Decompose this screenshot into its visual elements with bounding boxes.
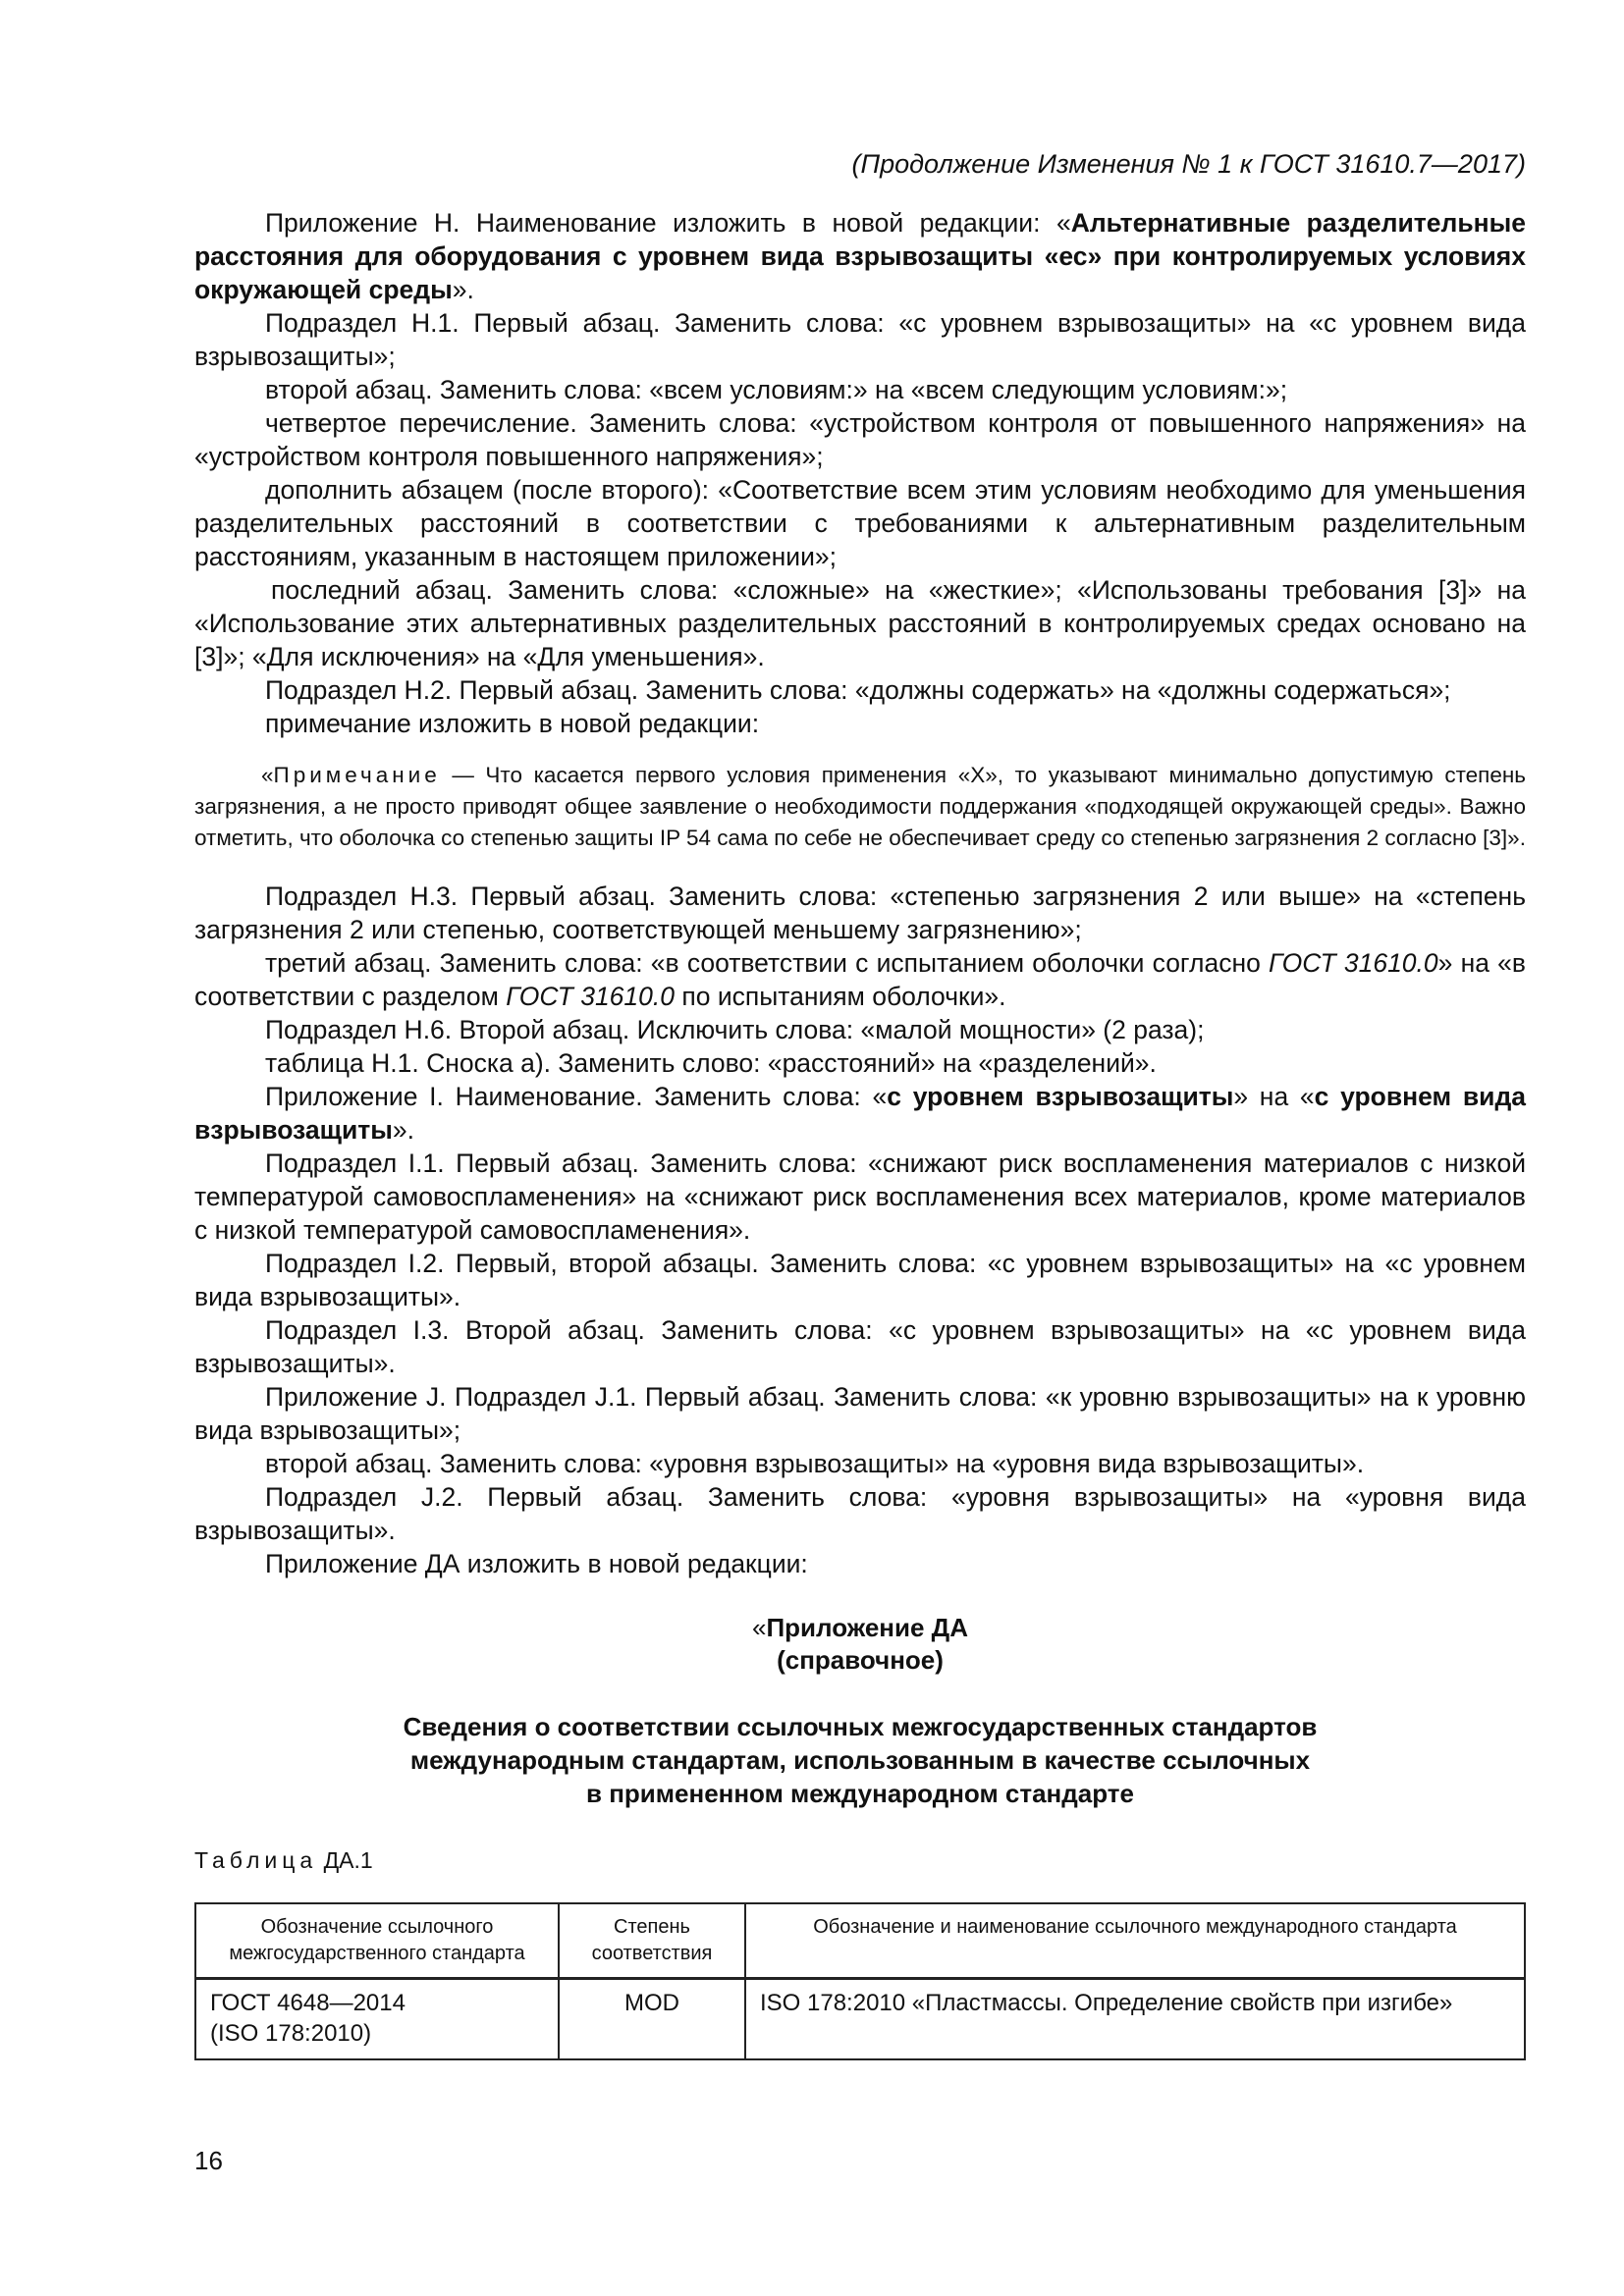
- table-cell: ГОСТ 4648—2014 (ISO 178:2010): [195, 1979, 559, 2060]
- paragraph-j1-second: второй абзац. Заменить слова: «уровня взрывозащиты» на «уровня вида взрывозащиты».: [265, 1449, 1365, 1478]
- page-number: 16: [194, 2146, 223, 2175]
- paragraph-h6: Подраздел H.6. Второй абзац. Исключить слова: «малой мощности» (2 раза);: [265, 1015, 1205, 1044]
- paragraph-h1-add: дополнить абзацем (после второго): «Соответствие всем этим условиям необходимо для уменьшения разделительных расстояний в соответствии с требованиями к альтернативным разделительным расстояниям, указанным в настоящем приложении»;: [194, 475, 1526, 571]
- paragraph-h2-note: примечание изложить в новой редакции:: [265, 709, 760, 738]
- document-page: [194, 147, 1526, 2060]
- table-cell: ISO 178:2010 «Пластмассы. Определение свойств при изгибе»: [745, 1979, 1525, 2060]
- page-header: (Продолжение Изменения № 1 к ГОСТ 31610.7—2017): [851, 149, 1526, 179]
- paragraph-j1: Приложение J. Подраздел J.1. Первый абзац. Заменить слова: «к уровню взрывозащиты» на к уровню вида взрывозащиты»;: [194, 1382, 1526, 1445]
- paragraph-h1-second: второй абзац. Заменить слова: «всем условиям:» на «всем следующим условиям:»;: [265, 375, 1288, 404]
- paragraph-h2: Подраздел H.2. Первый абзац. Заменить слова: «должны содержать» на «должны содержаться»;: [265, 675, 1451, 705]
- table-label: Таблица ДА.1: [194, 1847, 373, 1873]
- info-title: Сведения о соответствии ссылочных межгосударственных стандартов международным стандартам, использованным в качестве ссылочных в примененном международном стандарте: [403, 1712, 1318, 1808]
- paragraph-h3-third: третий абзац. Заменить слова: «в соответствии с испытанием оболочки согласно ГОСТ 31610.0» на «в соответствии с разделом ГОСТ 31610.0 по испытаниям оболочки».: [194, 948, 1526, 1011]
- paragraph-h1: Подраздел H.1. Первый абзац. Заменить слова: «с уровнем взрывозащиты» на «с уровнем вида взрывозащиты»;: [194, 308, 1526, 371]
- paragraph-i3: Подраздел I.3. Второй абзац. Заменить слова: «с уровнем взрывозащиты» на «с уровнем вида взрывозащиты».: [194, 1315, 1526, 1378]
- paragraph-appendix-h: Приложение H. Наименование изложить в новой редакции: «Альтернативные разделительные расстояния для оборудования с уровнем вида взрывозащиты «ес» при контролируемых условиях окружающей среды».: [194, 208, 1527, 304]
- paragraph-appendix-i: Приложение I. Наименование. Заменить слова: «с уровнем взрывозащиты» на «с уровнем вида взрывозащиты».: [194, 1082, 1527, 1145]
- table-header-cell: Обозначение и наименование ссылочного международного стандарта: [745, 1903, 1525, 1979]
- table-header-cell: Обозначение ссылочного межгосударственного стандарта: [195, 1903, 559, 1979]
- reference-table: [194, 1902, 1526, 2060]
- table-row: [195, 1979, 1525, 2060]
- table-header-row: [195, 1903, 1525, 1979]
- paragraph-appendix-da: Приложение ДА изложить в новой редакции:: [265, 1549, 808, 1578]
- paragraph-table-h1: таблица H.1. Сноска а). Заменить слово: «расстояний» на «разделений».: [265, 1048, 1157, 1078]
- table-header-cell: Степень соответствия: [559, 1903, 745, 1979]
- note-block: «Примечание — Что касается первого условия применения «X», то указывают минимально допустимую степень загрязнения, а не просто приводят общее заявление о необходимости поддержания «подходящей окружающей среды». Важно отметить, что оболочка со степенью защиты IP 54 сама по себе не обеспечивает среду со степенью загрязнения 2 согласно [3]».: [194, 763, 1526, 850]
- paragraph-h1-fourth: четвертое перечисление. Заменить слова: «устройством контроля от повышенного напряжения» на «устройством контроля повышенного напряжения»;: [194, 408, 1526, 471]
- table-cell: MOD: [559, 1979, 745, 2060]
- paragraph-j2: Подраздел J.2. Первый абзац. Заменить слова: «уровня взрывозащиты» на «уровня вида взрывозащиты».: [194, 1482, 1526, 1545]
- paragraph-h1-last: последний абзац. Заменить слова: «сложные» на «жесткие»; «Использованы требования [3]» на «Использование этих альтернативных разделительных расстояний в контролируемых средах основано на [3]»; «Для исключения» на «Для уменьшения».: [194, 575, 1526, 671]
- paragraph-i1: Подраздел I.1. Первый абзац. Заменить слова: «снижают риск воспламенения материалов с низкой температурой самовоспламенения» на «снижают риск воспламенения всех материалов, кроме материалов с низкой температурой самовоспламенения».: [194, 1148, 1526, 1245]
- paragraph-h3: Подраздел H.3. Первый абзац. Заменить слова: «степенью загрязнения 2 или выше» на «степень загрязнения 2 или степенью, соответствующей меньшему загрязнению»;: [194, 881, 1526, 944]
- paragraph-i2: Подраздел I.2. Первый, второй абзацы. Заменить слова: «с уровнем взрывозащиты» на «с уровнем вида взрывозащиты».: [194, 1249, 1526, 1311]
- appendix-title: «Приложение ДА (справочное): [752, 1613, 968, 1675]
